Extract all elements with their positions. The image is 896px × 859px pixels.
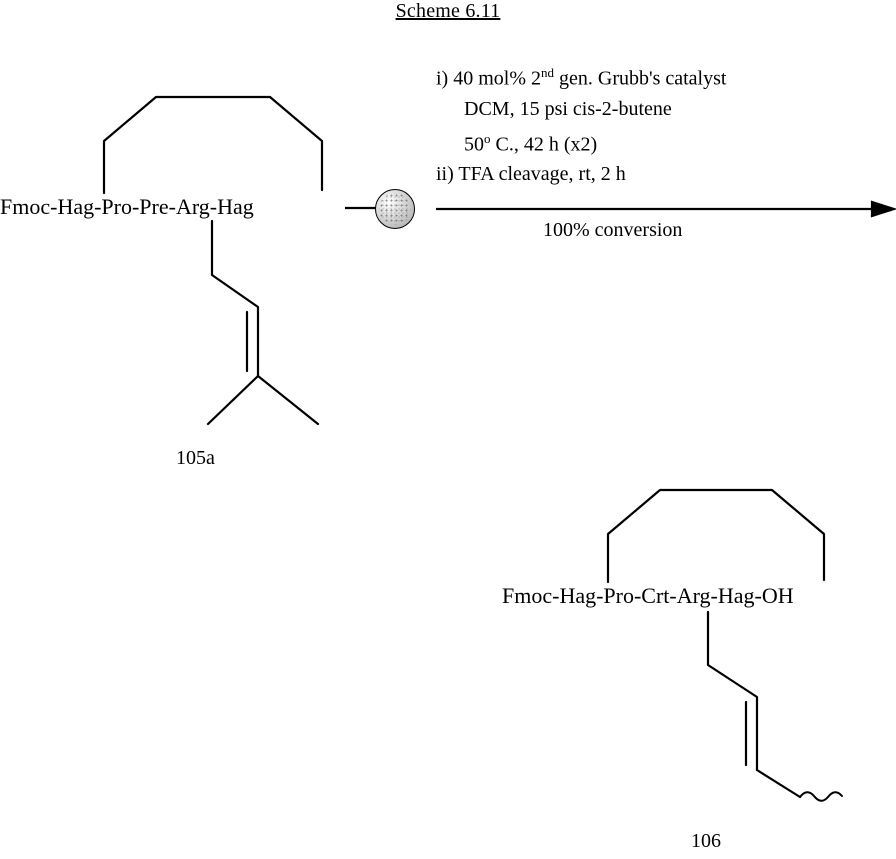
product-peptide-label: Fmoc-Hag-Pro-Crt-Arg-Hag-OH (502, 583, 794, 608)
product-number-label: 106 (691, 830, 721, 852)
condition-line-1-prefix: i) 40 mol% 2 (436, 67, 541, 90)
reactant-peptide-label: Fmoc-Hag-Pro-Pre-Arg-Hag (0, 194, 254, 219)
wavy-bond-icon (800, 792, 842, 801)
conversion-label: 100% conversion (543, 219, 683, 241)
reactant-number-label: 105a (176, 447, 215, 469)
condition-line-2: DCM, 15 psi cis-2-butene (464, 97, 672, 120)
condition-line-3-suffix: C., 42 h (x2) (490, 133, 598, 156)
scheme-title: Scheme 6.11 (395, 0, 501, 22)
condition-line-1-suffix: gen. Grubb's catalyst (554, 67, 727, 90)
condition-line-3-prefix: 50 (464, 133, 484, 156)
condition-line-1-superscript: nd (541, 65, 554, 80)
condition-line-4: ii) TFA cleavage, rt, 2 h (436, 163, 626, 186)
macrocycle-chain-product (608, 490, 824, 582)
crotyl-sidechain-product (708, 612, 800, 797)
condition-line-3-superscript: o (484, 130, 491, 146)
